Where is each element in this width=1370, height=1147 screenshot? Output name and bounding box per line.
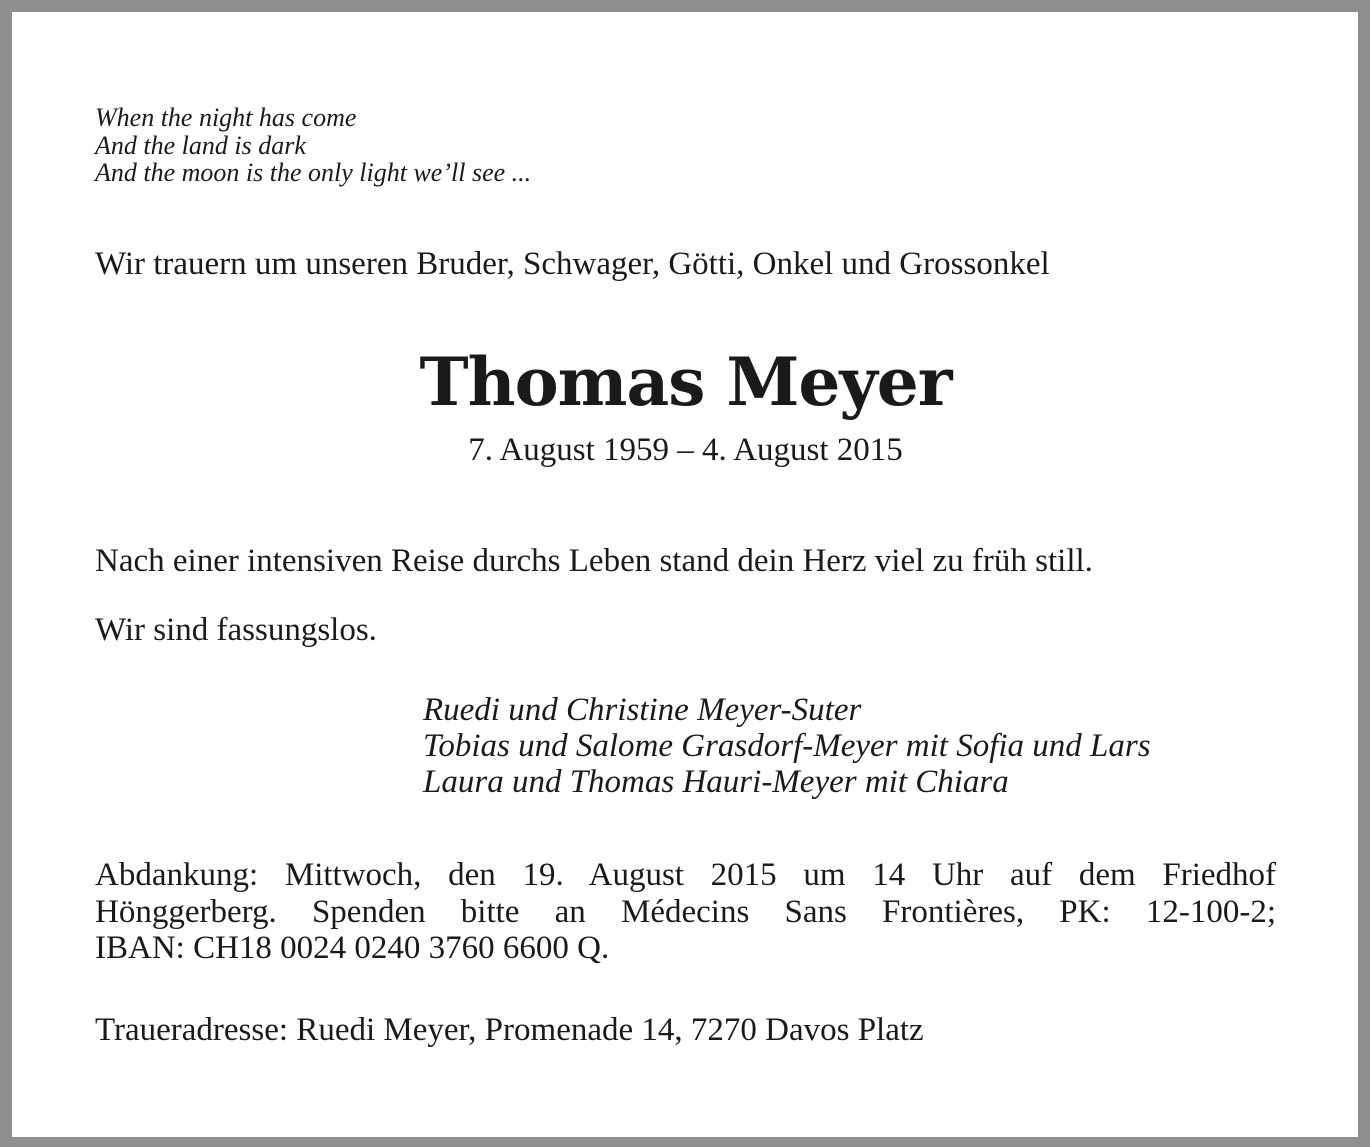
service-line: IBAN: CH18 0024 0240 3760 6600 Q. — [95, 930, 610, 966]
family-member-line: Ruedi und Christine Meyer-Suter — [423, 692, 862, 728]
message-line: Wir sind fassungslos. — [95, 612, 377, 648]
service-line: Abdankung: Mittwoch, den 19. August 2015 um 14 Uhr auf dem Friedhof — [95, 857, 1276, 893]
poem-line: When the night has come — [95, 103, 357, 132]
family-member-line: Laura und Thomas Hauri-Meyer mit Chiara — [423, 764, 1009, 800]
service-details — [95, 857, 1276, 967]
poem-line: And the moon is the only light we’ll see ... — [95, 158, 532, 187]
life-dates: 7. August 1959 – 4. August 2015 — [468, 432, 903, 468]
poem-line: And the land is dark — [95, 130, 306, 160]
mourning-intro: Wir trauern um unseren Bruder, Schwager, Götti, Onkel und Grossonkel — [95, 246, 1050, 282]
family-signatures — [423, 692, 1151, 800]
family-member-line: Tobias und Salome Grasdorf-Meyer mit Sofia und Lars — [423, 728, 1151, 764]
mourning-address: Traueradresse: Ruedi Meyer, Promenade 14, 7270 Davos Platz — [95, 1012, 924, 1048]
poem-quote — [95, 104, 531, 187]
deceased-name: Thomas Meyer — [419, 343, 952, 421]
message-line: Nach einer intensiven Reise durchs Leben stand dein Herz viel zu früh still. — [95, 543, 1093, 579]
service-line: Hönggerberg. Spenden bitte an Médecins Sans Frontières, PK: 12-100-2; — [95, 893, 1276, 930]
